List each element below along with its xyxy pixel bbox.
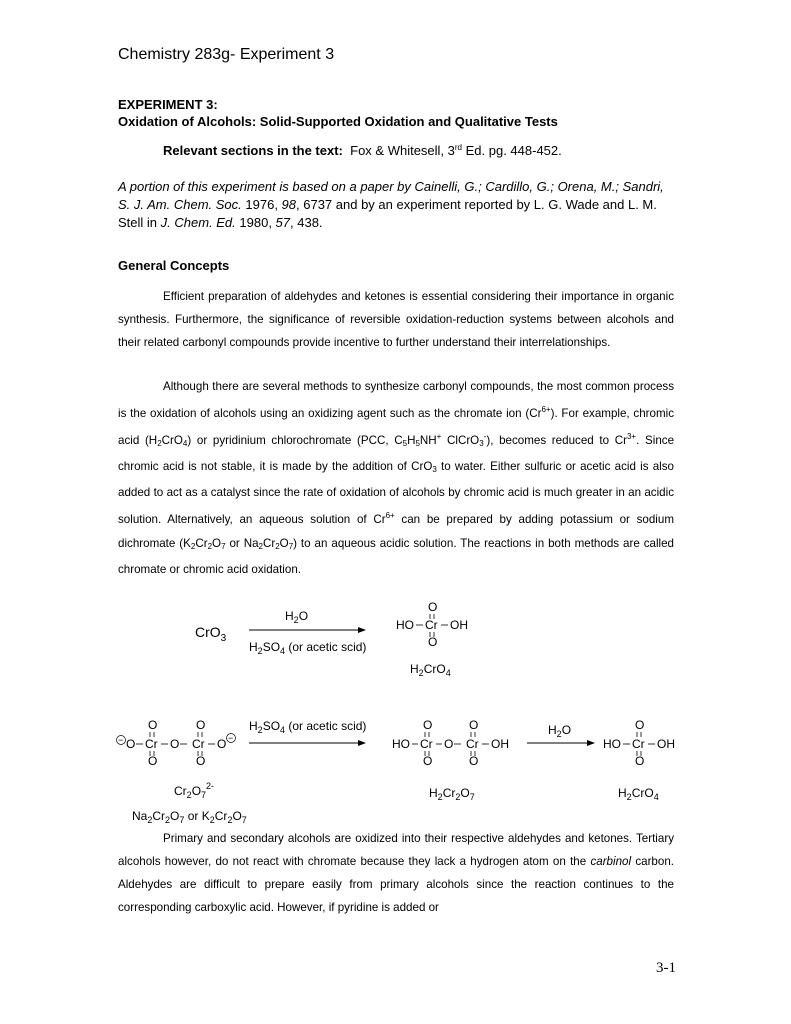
arrow-head-3 [587, 740, 595, 746]
h2cr2o7-ho: HO [392, 737, 410, 751]
h2cro4-2-oh: OH [657, 737, 675, 751]
section-heading: General Concepts [118, 258, 230, 273]
atom-o-bottom: O [428, 635, 438, 649]
h2cro4-2-o-bottom: O [635, 754, 645, 768]
h2cr2o7-o-bridge: O [444, 737, 454, 751]
atom-cr: Cr [425, 618, 438, 632]
reference-vol1: 98 [281, 197, 297, 212]
reagent-water-1: $H_2O$ [285, 609, 309, 625]
experiment-title: Oxidation of Alcohols: Solid-Supported Oxidation and Qualitative Tests [118, 114, 558, 129]
paragraph-2-text: Although there are several methods to synthesize carbonyl compounds, the most common process is the oxidation of alcohols using an oxidizing agent such as the chromate ion $(Cr^{6+})$. For example, chromic acid $(H_2CrO_4)$ or pyridinium chlorochromate (PCC, $C_5H_5NH^+$ ClCrO$_3$-), becomes reduced to $Cr^{3+}$. Since chromic acid is not stable, it is made by the addition of CrO$_3$ to water. Either sulfuric or acetic acid is also added to act as a catalyst since the rate of oxidation of alcohols by chromic acid is much greater in an acidic solution. Alternatively, an aqueous solution of $Cr^{6+}$ can be prepared by adding potassium or sodium dichromate ($K_2Cr_2O_7$ or $Na_2Cr_2O_7$) to an aqueous acidic solution. The reactions in both methods are called chromate or chromic acid oxidation. [118, 380, 675, 576]
relevant-sup: rd [454, 143, 463, 152]
reference-journal2: J. Chem. Ed. [160, 215, 236, 230]
dichromate-cr-1: Cr [145, 737, 158, 751]
reference-vol2: 57 [275, 215, 291, 230]
page-number: 3-1 [656, 960, 676, 976]
reagent-acid-1: $H_2SO_4$ (or acetic scid) [249, 640, 367, 656]
dichromate-o-bridge: O [170, 737, 180, 751]
charge-minus-right: − [228, 733, 234, 743]
h2cr2o7-o-top-2: O [469, 718, 479, 732]
dichromate-o-bottom-1: O [148, 754, 158, 768]
label-dichromate-ion: $Cr_2O_7^{2-}$ [174, 781, 215, 800]
page-header: Chemistry 283g- Experiment 3 [118, 46, 335, 63]
dichromate-o-top-2: O [196, 718, 206, 732]
paragraph-3 [118, 827, 674, 919]
h2cro4-2-o-top: O [635, 718, 645, 732]
dichromate-o-left: O [126, 737, 136, 751]
reactant-cro3: CrO$_3$ [195, 624, 227, 644]
label-dichromate-salts: $Na_2Cr_2O_7$ or $K_2Cr_2O_7$ [132, 809, 247, 825]
reference-text: , 6737 and by an experiment reported by L. G. Wade and L. M. Stell in [118, 197, 657, 230]
arrow-head-1 [358, 627, 366, 633]
relevant-pages: Ed. pg. 448-452. [462, 143, 562, 158]
h2cr2o7-o-bottom-2: O [469, 754, 479, 768]
reference-pages2: , 438. [290, 215, 323, 230]
reagent-acid-2: $H_2SO_4$ (or acetic scid) [249, 719, 367, 735]
arrow-head-2 [358, 740, 366, 746]
reagent-water-2: $H_2O$ [548, 723, 572, 739]
atom-o-top: O [428, 600, 438, 614]
experiment-number: EXPERIMENT 3: [118, 97, 218, 112]
h2cr2o7-o-bottom-1: O [423, 754, 433, 768]
relevant-label: Relevant sections in the text: [163, 143, 343, 158]
relevant-text: Fox & Whitesell, 3 [350, 143, 455, 158]
paragraph-1-text: Efficient preparation of aldehydes and ketones is essential considering their importance in organic synthesis. Furthermore, the significance of reversible oxidation-reduction systems between alcohols and their related carbonyl compounds provide incentive to further understand their interrelationships. [118, 290, 674, 350]
dichromate-o-right: O [217, 737, 227, 751]
h2cro4-2-ho: HO [603, 737, 621, 751]
dichromate-o-top-1: O [148, 718, 158, 732]
label-h2cro4-2: $H_2CrO_4$ [618, 786, 659, 802]
h2cr2o7-cr-1: Cr [420, 737, 433, 751]
paragraph-3-text: Primary and secondary alcohols are oxidized into their respective aldehydes and ketones. Tertiary alcohols however, do not react with chromate because they lack a hydrogen atom on the carbinol carbon. Aldehydes are difficult to prepare easily from primary alcohols since the reaction continues to the corresponding carboxylic acid. However, if pyridine is added or [118, 832, 674, 915]
group-oh: OH [450, 618, 468, 632]
reference-year2: 1980, [235, 215, 276, 230]
dichromate-o-bottom-2: O [196, 754, 206, 768]
reference-italic: A portion of this experiment is based on a paper by Cainelli, G.; Cardillo, G.; Orena, M.; Sandri, S. J. Am. Chem. Soc. [118, 179, 664, 212]
h2cro4-2-cr: Cr [632, 737, 645, 751]
reference-year1: 1976, [241, 197, 282, 212]
h2cr2o7-oh: OH [491, 737, 509, 751]
charge-minus-left: − [118, 735, 124, 745]
h2cr2o7-cr-2: Cr [466, 737, 479, 751]
dichromate-cr-2: Cr [192, 737, 205, 751]
group-ho: HO [396, 618, 414, 632]
label-h2cro4-1: $H_2CrO_4$ [410, 662, 451, 678]
label-h2cr2o7: $H_2Cr_2O_7$ [429, 786, 475, 802]
h2cr2o7-o-top-1: O [423, 718, 433, 732]
